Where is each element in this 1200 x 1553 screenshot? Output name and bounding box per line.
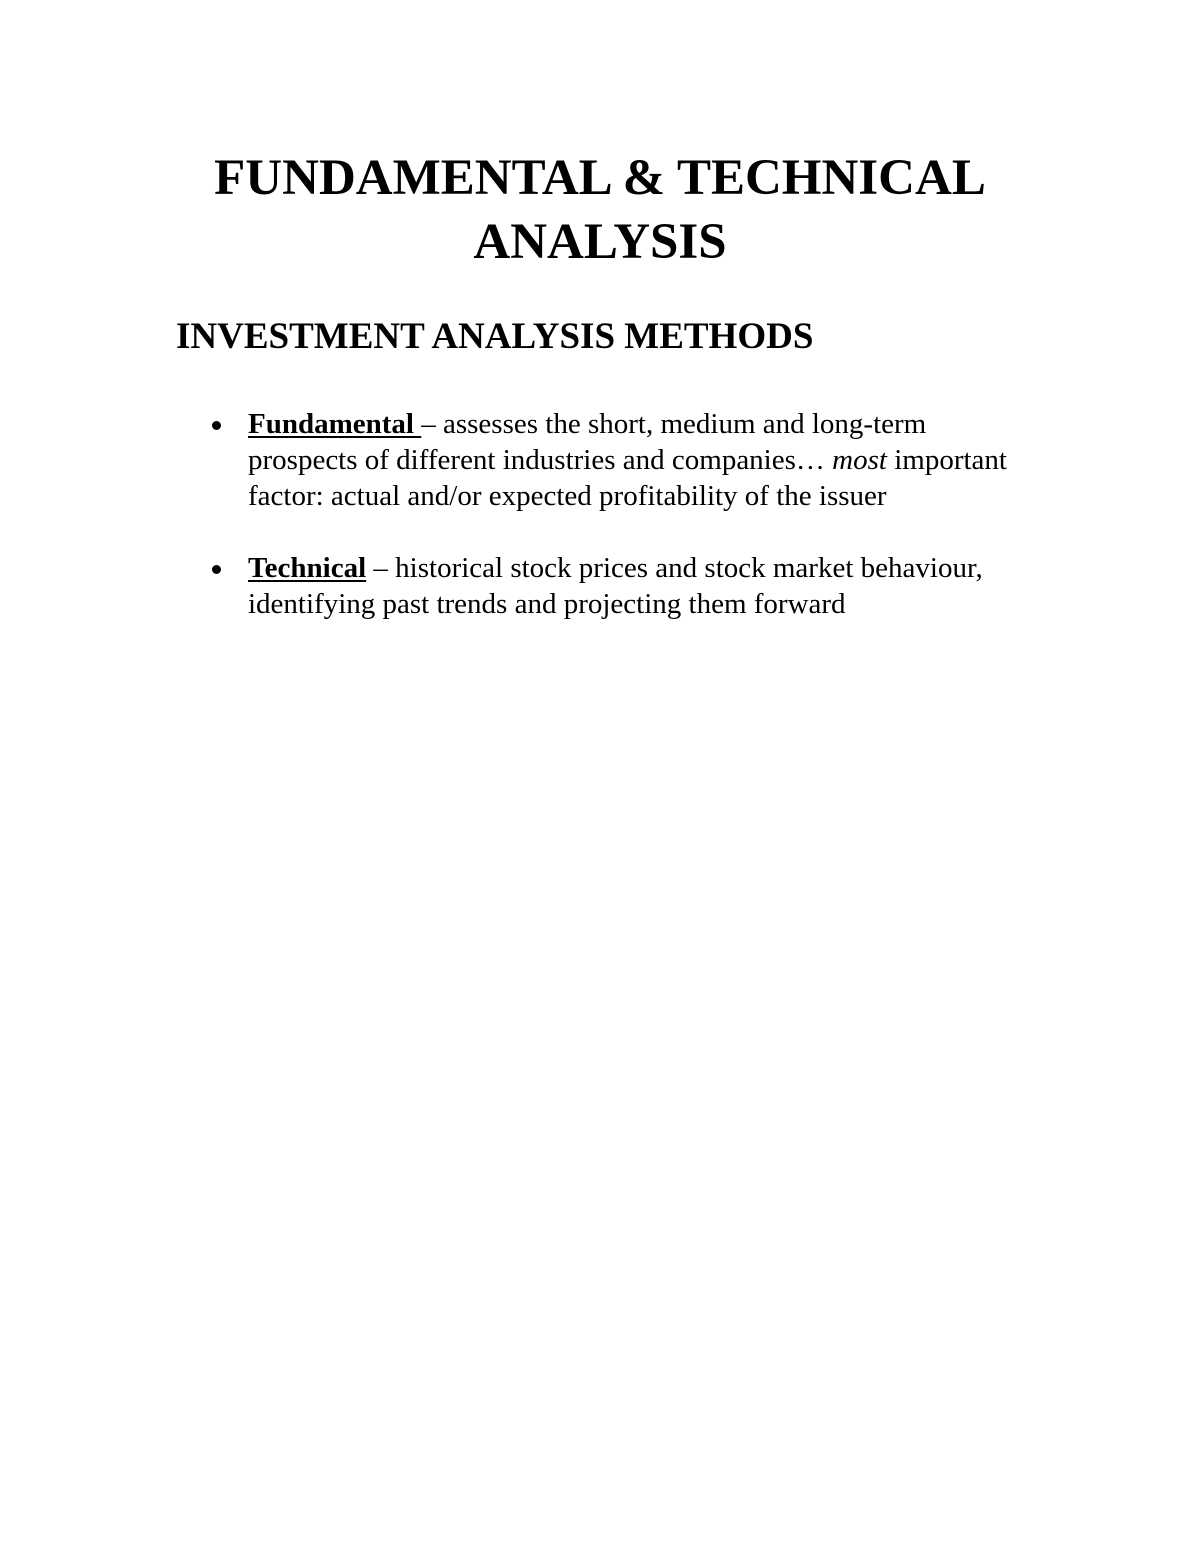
title-line-1: FUNDAMENTAL & TECHNICAL [214, 150, 986, 206]
title-line-2: ANALYSIS [473, 214, 727, 270]
document-title [150, 146, 1050, 274]
term-technical: Technical [248, 552, 367, 584]
bullet-dot-icon [212, 565, 221, 574]
list-item-fundamental [208, 406, 1008, 514]
term-fundamental: Fundamental [248, 408, 422, 440]
description-fundamental-part2: important factor: actual and/or expected profitability of the issuer [248, 444, 1007, 512]
list-item-technical [208, 550, 1008, 622]
bullet-dot-icon [212, 421, 221, 430]
description-technical: – historical stock prices and stock market behaviour, identifying past trends and projecting them forward [248, 552, 983, 620]
methods-list [208, 406, 1008, 658]
section-heading: INVESTMENT ANALYSIS METHODS [176, 316, 814, 357]
description-fundamental-part1: – assesses the short, medium and long-term prospects of different industries and companies… [248, 408, 927, 476]
emphasis-most: most [832, 444, 887, 476]
